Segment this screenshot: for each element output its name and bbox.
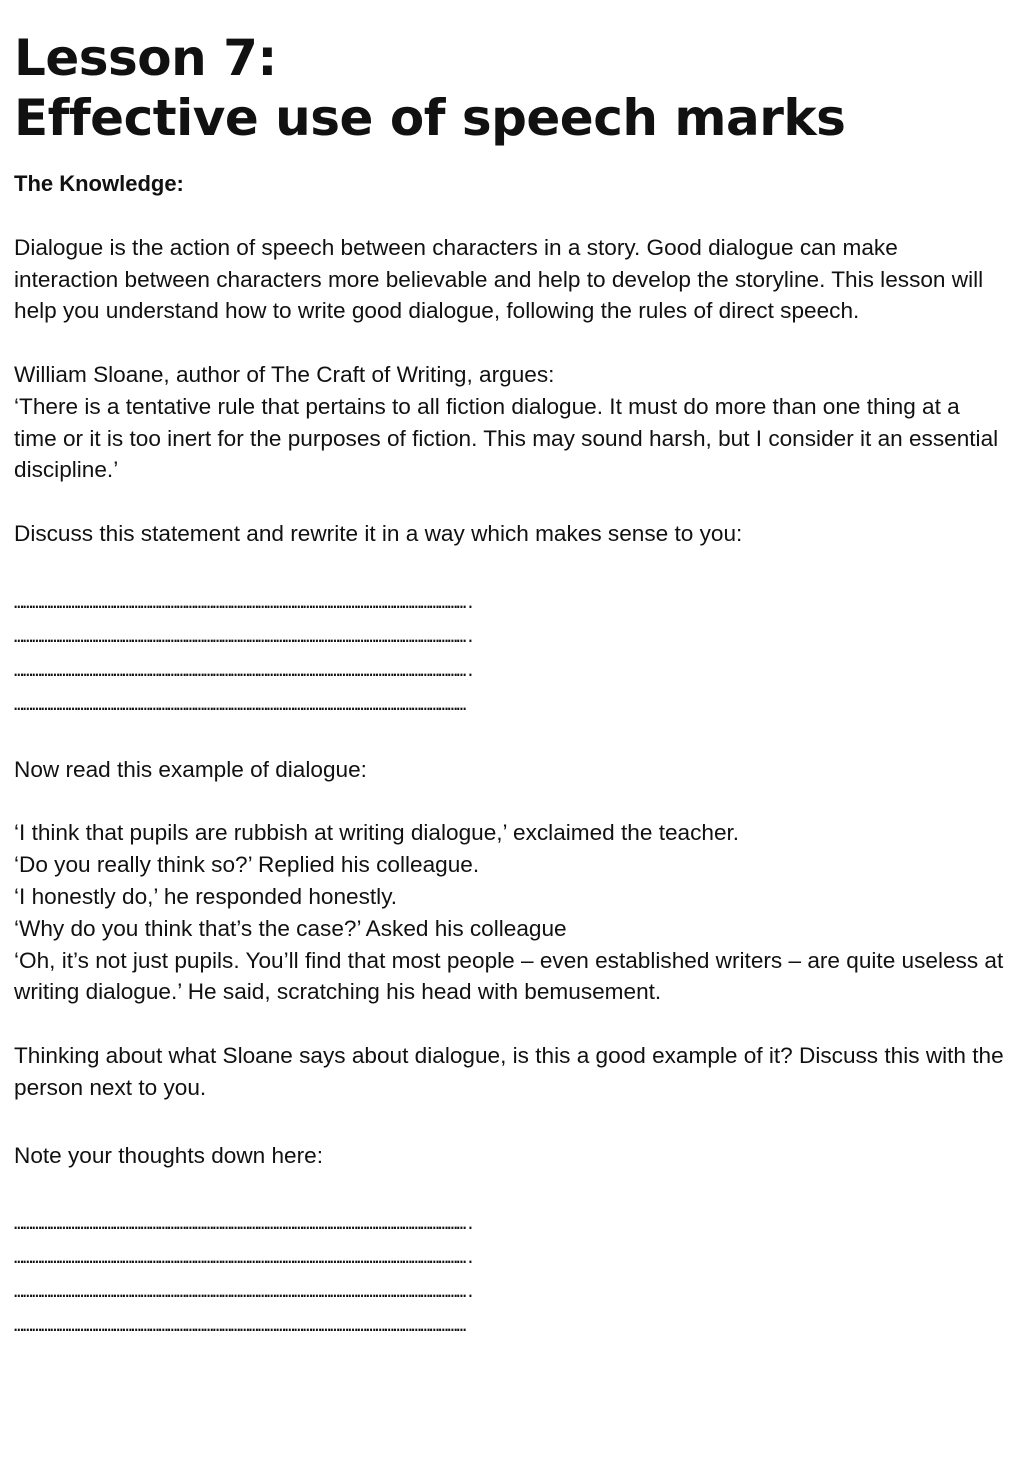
title-line-2: Effective use of speech marks: [14, 89, 846, 147]
answer-line[interactable]: …………………………………………………………………………………………………………………………………….: [14, 626, 475, 646]
notes-prompt: Note your thoughts down here:: [14, 1142, 323, 1168]
answer-line[interactable]: …………………………………………………………………………………………………………………………………….: [14, 592, 475, 612]
answer-line[interactable]: …………………………………………………………………………………………………………………………………….: [14, 1214, 475, 1234]
spacer: [14, 486, 1008, 518]
intro-paragraph: Dialogue is the action of speech between characters in a story. Good dialogue can make interaction between characters more believable and help to develop the storyline. This lesson will help you understand how to write good dialogue, following the rules of direct speech.: [14, 234, 984, 324]
spacer: [14, 550, 1008, 586]
answer-line[interactable]: ……………………………………………………………………………………………………………………………………: [14, 694, 466, 714]
worksheet-page: [14, 28, 1008, 1343]
spacer: [14, 786, 1008, 818]
spacer: [14, 1008, 1008, 1040]
task-rewrite-prompt: Discuss this statement and rewrite it in a way which makes sense to you:: [14, 520, 743, 546]
knowledge-heading: The Knowledge:: [14, 171, 184, 196]
spacer: [14, 327, 1008, 359]
answer-line[interactable]: ……………………………………………………………………………………………………………………………………: [14, 1316, 466, 1336]
example-intro: Now read this example of dialogue:: [14, 756, 367, 782]
dialogue-line: ‘Do you really think so?’ Replied his colleague.: [14, 852, 480, 878]
sloane-quote: ‘There is a tentative rule that pertains to all fiction dialogue. It must do more than one thing at a time or it is too inert for the purposes of fiction. This may sound harsh, but I consider it an essential discipline.’: [14, 393, 999, 483]
answer-lines-rewrite[interactable]: [14, 586, 1008, 722]
spacer: [14, 722, 1008, 754]
answer-line[interactable]: …………………………………………………………………………………………………………………………………….: [14, 1248, 475, 1268]
discussion-prompt: Thinking about what Sloane says about dialogue, is this a good example of it? Discuss this with the person next to you.: [14, 1042, 1004, 1100]
spacer: [14, 1171, 1008, 1207]
dialogue-line: ‘I honestly do,’ he responded honestly.: [14, 883, 398, 909]
title-line-1: Lesson 7:: [14, 29, 277, 87]
page-title: [14, 28, 1008, 148]
spacer: [14, 200, 1008, 232]
dialogue-example: [14, 817, 1008, 1008]
answer-line[interactable]: …………………………………………………………………………………………………………………………………….: [14, 1282, 475, 1302]
spacer: [14, 1104, 1008, 1140]
answer-line[interactable]: …………………………………………………………………………………………………………………………………….: [14, 660, 475, 680]
sloane-quote-block: [14, 359, 1008, 486]
sloane-attribution: William Sloane, author of The Craft of Writing, argues:: [14, 361, 555, 387]
dialogue-line: ‘Oh, it’s not just pupils. You’ll find that most people – even established writers – are quite useless at writing dialogue.’ He said, scratching his head with bemusement.: [14, 947, 1004, 1005]
answer-lines-notes[interactable]: [14, 1207, 1008, 1343]
dialogue-line: ‘I think that pupils are rubbish at writing dialogue,’ exclaimed the teacher.: [14, 820, 740, 846]
dialogue-line: ‘Why do you think that’s the case?’ Asked his colleague: [14, 915, 567, 941]
